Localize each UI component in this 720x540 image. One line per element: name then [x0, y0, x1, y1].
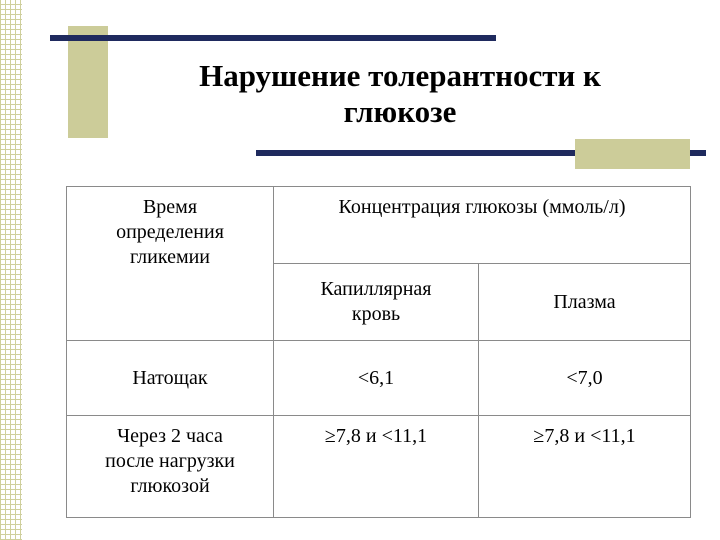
subheader-capillary-line-2: кровь — [351, 303, 401, 325]
row-2h-label-cell — [67, 416, 274, 518]
header-time-line-2: определения — [116, 221, 224, 243]
accent-block-bottom — [575, 139, 690, 169]
table-row — [67, 341, 691, 416]
glucose-tolerance-table — [66, 186, 691, 518]
row-2h-capillary-cell — [274, 416, 479, 518]
row-fasting-label: Натощак — [132, 366, 208, 389]
header-time-line-3: гликемии — [129, 246, 211, 268]
subheader-plasma-text: Плазма — [553, 290, 616, 313]
row-2h-label-line-2: после нагрузки — [105, 450, 235, 472]
row-fasting-plasma-cell — [479, 341, 691, 416]
row-2h-label-line-1: Через 2 часа — [117, 425, 223, 447]
slide-title-line-2: глюкозе — [343, 94, 457, 129]
table-header-row — [67, 187, 691, 264]
header-concentration-text: Концентрация глюкозы (ммоль/л) — [338, 196, 626, 218]
accent-block-top — [68, 26, 108, 138]
table-row — [67, 416, 691, 518]
slide-title-line-1: Нарушение толерантности к — [199, 58, 601, 93]
header-time-cell — [67, 187, 274, 341]
row-2h-label-line-3: глюкозой — [130, 475, 210, 497]
subheader-capillary-line-1: Капиллярная — [320, 278, 432, 300]
row-2h-plasma-value: ≥7,8 и <11,1 — [533, 425, 636, 447]
header-time-line-1: Время — [142, 196, 198, 218]
row-2h-plasma-cell — [479, 416, 691, 518]
row-fasting-label-cell — [67, 341, 274, 416]
row-fasting-capillary-value: <6,1 — [357, 366, 395, 389]
row-2h-capillary-value: ≥7,8 и <11,1 — [324, 425, 428, 447]
left-stripe-decoration — [0, 0, 22, 540]
slide-title — [150, 58, 650, 130]
subheader-capillary-cell — [274, 264, 479, 341]
top-rule — [50, 35, 496, 41]
row-fasting-plasma-value: <7,0 — [566, 366, 603, 389]
header-concentration-cell — [274, 187, 691, 264]
row-fasting-capillary-cell — [274, 341, 479, 416]
subheader-plasma-cell — [479, 264, 691, 341]
